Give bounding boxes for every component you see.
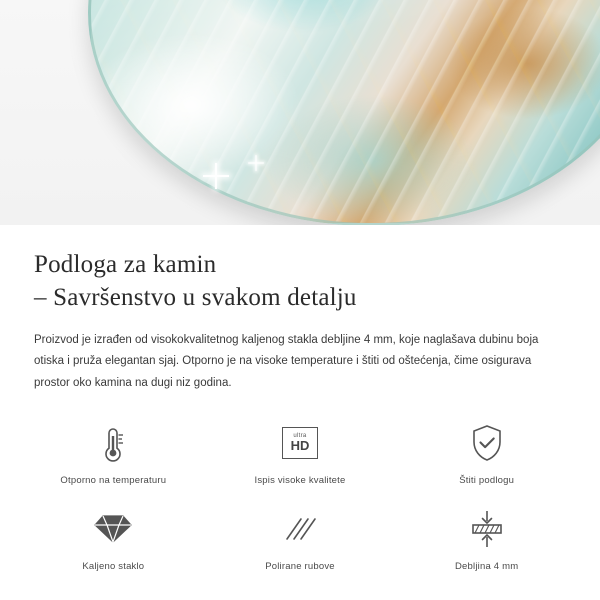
marble-glass-plate-image [88, 0, 600, 225]
feature-label: Otporno na temperaturu [60, 474, 167, 486]
feature-item-print-quality [207, 420, 394, 486]
feature-item-polished-edges [207, 506, 394, 572]
hero-image [0, 0, 600, 225]
feature-item-temperature [20, 420, 207, 486]
feature-grid [0, 420, 600, 572]
ultra-hd-icon [277, 420, 323, 466]
headline-line-2: – Savršenstvo u svakom detalju [34, 283, 357, 311]
page-title [34, 249, 566, 314]
diamond-icon [90, 506, 136, 552]
feature-item-thickness [393, 506, 580, 572]
ultra-hd-badge-top: ultra [293, 433, 307, 440]
thickness-icon [464, 506, 510, 552]
feature-item-protects-surface [393, 420, 580, 486]
feature-label: Polirane rubove [265, 560, 335, 572]
shield-check-icon [464, 420, 510, 466]
marble-veins [91, 0, 600, 223]
feature-label: Ispis visoke kvalitete [254, 474, 346, 486]
ultra-hd-badge-bottom: HD [290, 438, 310, 454]
body-paragraph: Proizvod je izrađen od visokokvalitetnog kaljenog stakla debljine 4 mm, koje naglašava dubinu boja otiska i pruža elegantan sjaj. Otporno je na visoke temperature i štiti od oštećenja, čime osigurava prostor oko kamina na dugi niz godina. [34, 334, 539, 389]
content-block [0, 225, 600, 394]
feature-label: Kaljeno staklo [82, 560, 145, 572]
feature-label: Štiti podlogu [459, 474, 515, 486]
polished-edges-icon [277, 506, 323, 552]
headline-line-1: Podloga za kamin [34, 251, 217, 278]
feature-label: Debljina 4 mm [455, 560, 519, 572]
thermometer-icon [90, 420, 136, 466]
feature-item-tempered-glass [20, 506, 207, 572]
